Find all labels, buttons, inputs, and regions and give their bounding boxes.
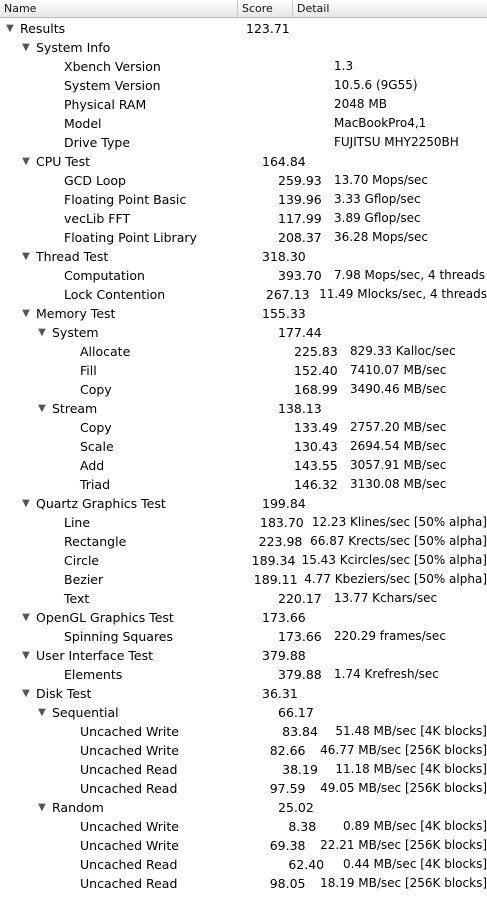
row-detail-cell: 13.77 Kchars/sec [334, 591, 438, 605]
outline-row[interactable] [0, 513, 487, 532]
row-name-cell [0, 836, 270, 855]
outline-row[interactable] [0, 760, 487, 779]
outline-row[interactable] [0, 152, 487, 171]
row-detail-cell [318, 247, 487, 266]
row-name-label: Drive Type [64, 135, 131, 150]
row-name-cell [0, 399, 278, 418]
row-detail-cell: 66.87 Krects/sec [50% alpha] [310, 534, 487, 548]
outline-row[interactable] [0, 399, 487, 418]
row-name-cell [0, 494, 262, 513]
row-name-label: Fill [80, 363, 97, 378]
row-score-cell [278, 133, 334, 152]
row-name-label: Sequential [52, 705, 119, 720]
row-score-cell: 220.17 [278, 591, 322, 606]
row-name-label: Model [64, 116, 102, 131]
row-name-cell [0, 437, 294, 456]
row-detail-cell: MacBookPro4,1 [334, 116, 427, 130]
row-name-label: vecLib FFT [64, 211, 131, 226]
row-score-cell: 98.05 [269, 876, 306, 891]
outline-row[interactable] [0, 817, 487, 836]
row-score-cell: 97.59 [269, 781, 306, 796]
outline-row[interactable] [0, 361, 487, 380]
row-score-cell: 189.11 [253, 572, 298, 587]
row-name-label: Xbench Version [64, 59, 161, 74]
row-score-cell: 173.66 [278, 629, 322, 644]
disclosure-triangle-icon[interactable]: ▼ [22, 650, 30, 661]
row-name-label: Elements [64, 667, 123, 682]
row-detail-cell: 829.33 Kalloc/sec [350, 344, 456, 358]
outline-row[interactable] [0, 171, 487, 190]
outline-row[interactable] [0, 114, 487, 133]
row-name-cell [0, 76, 278, 95]
row-name-label: Uncached Write [80, 743, 179, 758]
row-name-cell [0, 779, 270, 798]
outline-row[interactable] [0, 608, 487, 627]
row-detail-cell: 7.98 Mops/sec, 4 threads [334, 268, 486, 282]
row-detail-cell: 11.18 MB/sec [4K blocks] [335, 762, 487, 776]
row-name-cell [0, 513, 260, 532]
row-name-label: Spinning Squares [64, 629, 174, 644]
row-detail-cell: 2757.20 MB/sec [350, 420, 447, 434]
outline-row[interactable] [0, 855, 487, 874]
outline-row[interactable] [0, 266, 487, 285]
row-name-cell [0, 722, 282, 741]
outline-row[interactable] [0, 646, 487, 665]
row-detail-cell: 22.21 MB/sec [256K blocks] [320, 838, 487, 852]
row-score-cell: 143.55 [294, 458, 338, 473]
row-name-label: Uncached Read [80, 876, 178, 891]
row-name-label: Thread Test [36, 249, 109, 264]
row-name-cell [0, 874, 270, 893]
row-name-cell [0, 475, 294, 494]
outline-row[interactable] [0, 95, 487, 114]
row-name-label: Add [80, 458, 105, 473]
row-name-label: Circle [64, 553, 100, 568]
row-name-label: GCD Loop [64, 173, 126, 188]
row-name-label: Uncached Write [80, 838, 179, 853]
disclosure-triangle-icon[interactable]: ▼ [38, 802, 46, 813]
row-name-label: OpenGL Graphics Test [36, 610, 174, 625]
row-detail-cell: 3130.08 MB/sec [350, 477, 447, 491]
row-detail-cell [318, 646, 487, 665]
outline-row[interactable] [0, 532, 487, 551]
outline-row[interactable] [0, 836, 487, 855]
row-score-cell: 8.38 [288, 819, 317, 834]
row-name-label: CPU Test [36, 154, 91, 169]
row-detail-cell: 12.23 Klines/sec [50% alpha] [311, 515, 487, 529]
row-score-cell [262, 38, 318, 57]
outline-row[interactable] [0, 304, 487, 323]
row-detail-cell: 3057.91 MB/sec [350, 458, 447, 472]
row-name-label: Rectangle [64, 534, 127, 549]
disclosure-triangle-icon[interactable]: ▼ [38, 403, 46, 414]
row-detail-cell [334, 703, 487, 722]
row-name-cell [0, 703, 278, 722]
row-score-cell: 146.32 [294, 477, 338, 492]
row-detail-cell [318, 38, 487, 57]
row-detail-cell: 2048 MB [334, 97, 387, 111]
row-detail-cell [334, 798, 487, 817]
outline-row[interactable] [0, 76, 487, 95]
row-name-cell [0, 114, 278, 133]
outline-row[interactable] [0, 285, 487, 304]
row-detail-cell [318, 494, 487, 513]
row-name-label: Random [52, 800, 104, 815]
row-name-cell [0, 152, 262, 171]
outline-row[interactable] [0, 38, 487, 57]
row-score-cell: 123.71 [246, 21, 290, 36]
row-detail-cell: 0.44 MB/sec [4K blocks] [343, 857, 487, 871]
row-detail-cell: 4.77 Kbeziers/sec [50% alpha] [304, 572, 487, 586]
row-name-label: Quartz Graphics Test [36, 496, 166, 511]
row-name-label: Allocate [80, 344, 131, 359]
row-name-label: System Version [64, 78, 161, 93]
row-name-label: Copy [80, 420, 112, 435]
row-name-cell [0, 57, 278, 76]
outline-row[interactable] [0, 665, 487, 684]
row-name-label: Physical RAM [64, 97, 147, 112]
row-name-cell [0, 684, 262, 703]
row-score-cell: 267.13 [265, 287, 310, 302]
row-name-label: Scale [80, 439, 114, 454]
outline-row[interactable] [0, 475, 487, 494]
outline-row[interactable] [0, 722, 487, 741]
row-score-cell [278, 57, 334, 76]
row-detail-cell: 15.43 Kcircles/sec [50% alpha] [301, 553, 487, 567]
row-name-label: Memory Test [36, 306, 116, 321]
column-header-score[interactable]: Score [238, 0, 293, 17]
row-score-cell [278, 76, 334, 95]
row-name-label: Uncached Read [80, 762, 178, 777]
row-score-cell: 25.02 [278, 800, 314, 815]
row-score-cell: 208.37 [278, 230, 322, 245]
row-name-label: Uncached Write [80, 819, 179, 834]
row-name-cell [0, 589, 278, 608]
row-detail-cell: 13.70 Mops/sec [334, 173, 429, 187]
row-name-cell [0, 570, 254, 589]
row-detail-cell [302, 19, 487, 38]
row-score-cell: 259.93 [278, 173, 322, 188]
row-score-cell: 164.84 [262, 154, 306, 169]
row-detail-cell: 7410.07 MB/sec [350, 363, 447, 377]
row-name-label: Copy [80, 382, 112, 397]
row-name-cell [0, 304, 262, 323]
row-score-cell: 117.99 [278, 211, 322, 226]
row-name-label: Uncached Read [80, 781, 178, 796]
row-name-cell [0, 817, 288, 836]
disclosure-triangle-icon[interactable]: ▼ [22, 498, 30, 509]
row-detail-cell: FUJITSU MHY2250BH [334, 135, 459, 149]
outline-row[interactable] [0, 779, 487, 798]
outline-row[interactable] [0, 209, 487, 228]
row-detail-cell [318, 152, 487, 171]
row-score-cell: 393.70 [278, 268, 322, 283]
row-score-cell: 379.88 [262, 648, 306, 663]
outline-row[interactable] [0, 874, 487, 893]
row-name-cell [0, 532, 259, 551]
row-detail-cell: 3.33 Gflop/sec [334, 192, 421, 206]
outline-row[interactable] [0, 741, 487, 760]
outline-row[interactable] [0, 323, 487, 342]
row-name-cell [0, 247, 262, 266]
row-score-cell: 69.38 [269, 838, 306, 853]
outline-row[interactable] [0, 589, 487, 608]
row-score-cell: 82.66 [269, 743, 306, 758]
row-score-cell: 133.49 [294, 420, 338, 435]
row-name-label: Stream [52, 401, 98, 416]
row-name-label: System [52, 325, 99, 340]
disclosure-triangle-icon[interactable]: ▼ [22, 688, 30, 699]
row-name-cell [0, 665, 278, 684]
disclosure-triangle-icon[interactable]: ▼ [22, 308, 30, 319]
disclosure-triangle-icon[interactable]: ▼ [22, 156, 30, 167]
row-detail-cell: 36.28 Mops/sec [334, 230, 429, 244]
row-name-label: Disk Test [36, 686, 92, 701]
row-detail-cell: 46.77 MB/sec [256K blocks] [320, 743, 487, 757]
row-detail-cell: 0.89 MB/sec [4K blocks] [343, 819, 487, 833]
column-header-name[interactable]: Name [0, 0, 238, 17]
row-name-label: Triad [80, 477, 111, 492]
row-name-cell [0, 741, 270, 760]
row-name-cell [0, 190, 278, 209]
row-detail-cell: 10.5.6 (9G55) [334, 78, 418, 92]
row-name-label: Lock Contention [64, 287, 166, 302]
row-name-cell [0, 209, 278, 228]
outline-row[interactable] [0, 190, 487, 209]
row-name-cell [0, 646, 262, 665]
outline-row[interactable] [0, 684, 487, 703]
row-detail-cell: 49.05 MB/sec [256K blocks] [320, 781, 487, 795]
row-name-cell [0, 798, 278, 817]
column-header-bar [0, 0, 487, 18]
outline-row[interactable] [0, 133, 487, 152]
row-name-cell [0, 361, 294, 380]
row-score-cell: 223.98 [258, 534, 303, 549]
outline-row[interactable] [0, 570, 487, 589]
row-name-cell [0, 456, 294, 475]
row-detail-cell: 1.3 [334, 59, 354, 73]
row-name-cell [0, 95, 278, 114]
row-score-cell: 318.30 [262, 249, 306, 264]
row-score-cell: 155.33 [262, 306, 306, 321]
outline-row[interactable] [0, 437, 487, 456]
row-name-label: Floating Point Basic [64, 192, 187, 207]
row-score-cell [278, 114, 334, 133]
disclosure-triangle-icon[interactable]: ▼ [22, 251, 30, 262]
outline-row[interactable] [0, 19, 487, 38]
row-score-cell: 66.17 [278, 705, 314, 720]
row-detail-cell: 3.89 Gflop/sec [334, 211, 421, 225]
row-score-cell: 130.43 [294, 439, 338, 454]
row-name-label: Computation [64, 268, 145, 283]
row-score-cell: 173.66 [262, 610, 306, 625]
row-name-cell [0, 323, 278, 342]
row-name-cell [0, 551, 252, 570]
outline-row[interactable] [0, 57, 487, 76]
outline-row[interactable] [0, 551, 487, 570]
disclosure-triangle-icon[interactable]: ▼ [38, 327, 46, 338]
row-score-cell: 225.83 [294, 344, 338, 359]
row-score-cell: 36.31 [262, 686, 298, 701]
row-detail-cell: 11.49 Mlocks/sec, 4 threads [319, 287, 487, 301]
row-name-cell [0, 171, 278, 190]
row-name-label: Text [64, 591, 90, 606]
row-name-cell [0, 228, 278, 247]
row-score-cell: 38.19 [282, 762, 318, 777]
outline-row[interactable] [0, 228, 487, 247]
row-name-cell [0, 608, 262, 627]
outline-row[interactable] [0, 247, 487, 266]
row-detail-cell [318, 304, 487, 323]
outline-row[interactable] [0, 798, 487, 817]
row-name-cell [0, 418, 294, 437]
row-score-cell: 177.44 [278, 325, 322, 340]
row-name-label: Results [20, 21, 66, 36]
row-name-label: Uncached Write [80, 724, 179, 739]
row-name-label: Bezier [64, 572, 104, 587]
outline-row[interactable] [0, 418, 487, 437]
row-detail-cell [318, 684, 487, 703]
row-detail-cell: 3490.46 MB/sec [350, 382, 447, 396]
row-name-label: Floating Point Library [64, 230, 197, 245]
column-header-detail[interactable]: Detail [297, 2, 330, 15]
row-detail-cell [334, 323, 487, 342]
outline-row[interactable] [0, 380, 487, 399]
row-name-cell [0, 266, 278, 285]
row-detail-cell: 1.74 Krefresh/sec [334, 667, 439, 681]
row-score-cell: 189.34 [251, 553, 296, 568]
row-score-cell: 379.88 [278, 667, 322, 682]
row-name-label: System Info [36, 40, 111, 55]
disclosure-triangle-icon[interactable]: ▼ [22, 612, 30, 623]
row-detail-cell [334, 399, 487, 418]
row-detail-cell: 2694.54 MB/sec [350, 439, 447, 453]
row-score-cell: 199.84 [262, 496, 306, 511]
row-score-cell: 62.40 [288, 857, 325, 872]
disclosure-triangle-icon[interactable]: ▼ [38, 707, 46, 718]
row-detail-cell: 220.29 frames/sec [334, 629, 446, 643]
outline-row[interactable] [0, 703, 487, 722]
disclosure-triangle-icon[interactable]: ▼ [22, 42, 30, 53]
row-score-cell: 183.70 [260, 515, 304, 530]
row-score-cell [278, 95, 334, 114]
outline-rows [0, 19, 487, 893]
outline-row[interactable] [0, 342, 487, 361]
row-name-cell [0, 19, 246, 38]
row-detail-cell: 51.48 MB/sec [4K blocks] [335, 724, 487, 738]
row-name-cell [0, 38, 262, 57]
row-score-cell: 152.40 [294, 363, 338, 378]
row-name-cell [0, 627, 278, 646]
row-detail-cell [318, 608, 487, 627]
outline-row[interactable] [0, 456, 487, 475]
outline-row[interactable] [0, 494, 487, 513]
row-name-cell [0, 855, 288, 874]
row-name-label: Line [64, 515, 91, 530]
row-name-cell [0, 760, 282, 779]
row-score-cell: 168.99 [294, 382, 338, 397]
row-name-cell [0, 380, 294, 399]
row-name-cell [0, 285, 266, 304]
row-score-cell: 83.84 [282, 724, 318, 739]
row-detail-cell: 18.19 MB/sec [256K blocks] [320, 876, 487, 890]
row-name-label: Uncached Read [80, 857, 178, 872]
disclosure-triangle-icon[interactable]: ▼ [6, 23, 14, 34]
row-name-cell [0, 133, 278, 152]
row-name-cell [0, 342, 294, 361]
row-score-cell: 138.13 [278, 401, 322, 416]
row-score-cell: 139.96 [278, 192, 322, 207]
outline-row[interactable] [0, 627, 487, 646]
row-name-label: User Interface Test [36, 648, 154, 663]
